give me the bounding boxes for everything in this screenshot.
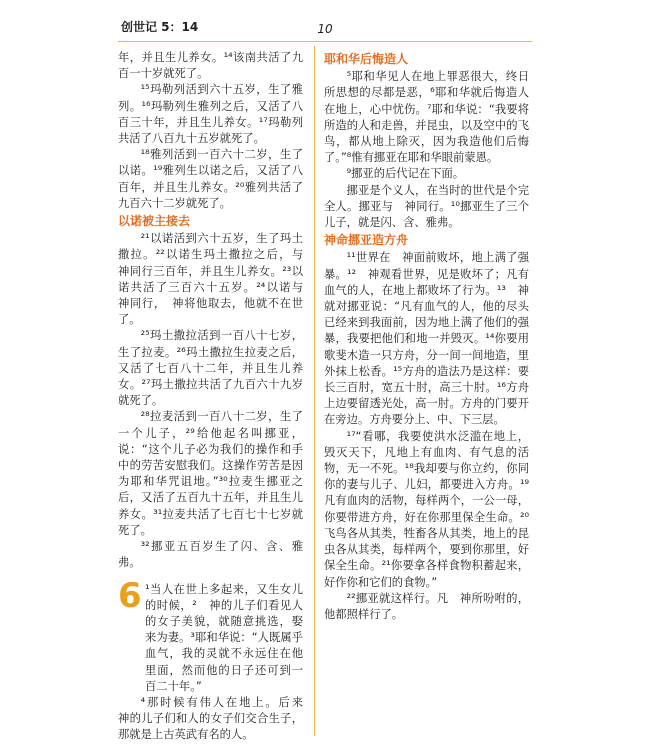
verse-paragraph: ³²挪亚五百岁生了闪、含、雅弗。 [118, 540, 303, 570]
verse-paragraph: ¹¹世界在 神面前败坏，地上满了强暴。¹² 神观看世界，见是败坏了；凡有血气的人，在地上都败坏了行为。¹³ 神就对挪亚说：“凡有血气的人，他的尽头已经来到我面前，因为地上满了他们的强暴，我要把他们和地一并毁灭。¹⁴你要用歌斐木造一只方舟，分一间一间地造，里外抹上松香。¹⁵方舟的造法乃是这样：要长三百肘，宽五十肘，高三十肘。¹⁶方舟上边要留透光处，高一肘。方舟的门要开在旁边。方舟要分上、中、下三层。 [324, 251, 529, 427]
chapter-number: 6 [118, 575, 142, 616]
section-heading: 神命挪亚造方舟 [324, 233, 409, 248]
right-column [324, 50, 529, 623]
verse-paragraph: ¹⁵玛勒列活到六十五岁，生了雅列。¹⁶玛勒列生雅列之后，又活了八百三十年，并且生儿养女。¹⁷玛勒列共活了八百九十五岁就死了。 [118, 83, 303, 146]
verse-paragraph: ¹⁸雅列活到一百六十二岁，生了以诺。¹⁹雅列生以诺之后，又活了八百年，并且生儿养女。²⁰雅列共活了九百六十二岁就死了。 [118, 148, 303, 210]
verse-paragraph: ⁴那时候有伟人在地上。后来 神的儿子们和人的女子们交合生子，那就是上古英武有名的人。 [118, 695, 315, 742]
header-divider [118, 41, 532, 42]
verse-paragraph: ²²挪亚就这样行。凡 神所吩咐的，他都照样行了。 [324, 591, 529, 621]
chapter-block [118, 575, 303, 695]
section-heading: 耶和华后悔造人 [324, 52, 409, 66]
column-divider [314, 46, 315, 736]
chapter-reference: 创世记 5：14 [121, 20, 199, 34]
verse-paragraph: ²¹以诺活到六十五岁，生了玛土撒拉。²²以诺生玛土撒拉之后，与 神同行三百年，并且生儿养女。²³以诺共活了三百六十五岁。²⁴以诺与 神同行， 神将他取去，他就不在世了。 [118, 232, 315, 327]
verse-paragraph: 年，并且生儿养女。¹⁴该南共活了九百一十岁就死了。 [118, 51, 303, 81]
verse-paragraph: ⁵耶和华见人在地上罪恶很大，终日所思想的尽都是恶，⁶耶和华就后悔造人在地上，心中忧伤。⁷耶和华说：“我要将所造的人和走兽，并昆虫，以及空中的飞鸟，都从地上除灭，因为我造他们后悔了。”⁸惟有挪亚在耶和华眼前蒙恩。 [324, 70, 529, 165]
left-column [118, 50, 315, 744]
verse-paragraph: ¹当人在世上多起来，又生女儿的时候，² 神的儿子们看见人的女子美貌，就随意挑选，娶来为妻。³耶和华说：“人既属乎血气，我的灵就不永远住在他里面，然而他的日子还可到一百二十年。” [145, 582, 303, 693]
verse-paragraph: ¹⁷“看哪，我要使洪水泛滥在地上，毁灭天下，凡地上有血肉、有气息的活物，无一不死。¹⁸我却要与你立约，你同你的妻与儿子、儿妇，都要进入方舟。¹⁹凡有血肉的活物，每样两个，一公一母，你要带进方舟，好在你那里保全生命。²⁰飞鸟各从其类，牲畜各从其类，地上的昆虫各从其类，每样两个，要到你那里，好保全生命。²¹你要拿各样食物积蓄起来，好作你和它们的食物。” [324, 429, 529, 589]
page-number: 10 [317, 22, 333, 36]
verse-paragraph: 挪亚是个义人，在当时的世代是个完全人。挪亚与 神同行。¹⁰挪亚生了三个儿子，就是闪、含、雅弗。 [324, 183, 529, 230]
verse-paragraph: ²⁵玛土撒拉活到一百八十七岁，生了拉麦。²⁶玛土撒拉生拉麦之后，又活了七百八十二年，并且生儿养女。²⁷玛土撒拉共活了九百六十九岁就死了。 [118, 329, 303, 408]
page-header [0, 0, 650, 40]
verse-paragraph: ⁹挪亚的后代记在下面。 [346, 167, 465, 181]
section-heading: 以诺被主接去 [118, 214, 191, 229]
verse-paragraph: ²⁸拉麦活到一百八十二岁，生了一个儿子，²⁹给他起名叫挪亚，说：“这个儿子必为我们的操作和手中的劳苦安慰我们。这操作劳苦是因为耶和华咒诅地。”³⁰拉麦生挪亚之后，又活了五百九十五年，并且生儿养女。³¹拉麦共活了七百七十七岁就死了。 [118, 410, 303, 537]
